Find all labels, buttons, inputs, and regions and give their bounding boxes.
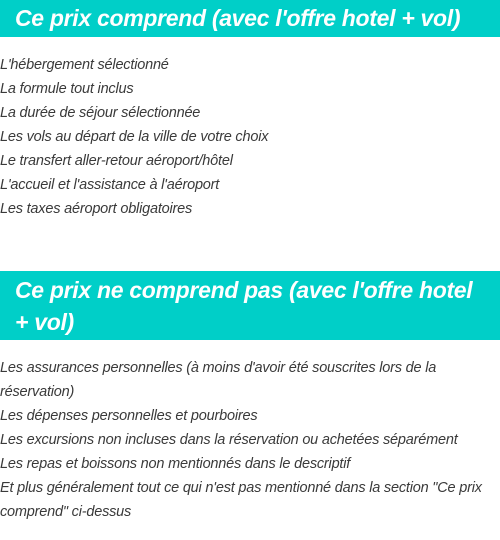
excluded-item: Les repas et boissons non mentionnés dans le descriptif	[0, 456, 351, 472]
included-item: Les taxes aéroport obligatoires	[0, 201, 193, 217]
excluded-section-title: Ce prix ne comprend pas (avec l'offre hotel + vol)	[0, 271, 500, 340]
excluded-item: Et plus généralement tout ce qui n'est pas mentionné dans la section "Ce prix comprend" ci-dessus	[0, 480, 482, 520]
included-item: L'hébergement sélectionné	[0, 57, 169, 73]
included-item: La durée de séjour sélectionnée	[0, 105, 201, 121]
included-item: L'accueil et l'assistance à l'aéroport	[0, 177, 220, 193]
excluded-item: Les dépenses personnelles et pourboires	[0, 408, 258, 424]
excluded-item: Les excursions non incluses dans la réservation ou achetées séparément	[0, 432, 458, 448]
excluded-list	[0, 356, 500, 524]
included-item: Les vols au départ de la ville de votre choix	[0, 129, 269, 145]
included-list	[0, 53, 500, 221]
included-section-title: Ce prix comprend (avec l'offre hotel + vol)	[0, 0, 500, 37]
excluded-item: Les assurances personnelles (à moins d'avoir été souscrites lors de la réservation)	[0, 360, 437, 400]
included-item: Le transfert aller-retour aéroport/hôtel	[0, 153, 233, 169]
included-item: La formule tout inclus	[0, 81, 134, 97]
